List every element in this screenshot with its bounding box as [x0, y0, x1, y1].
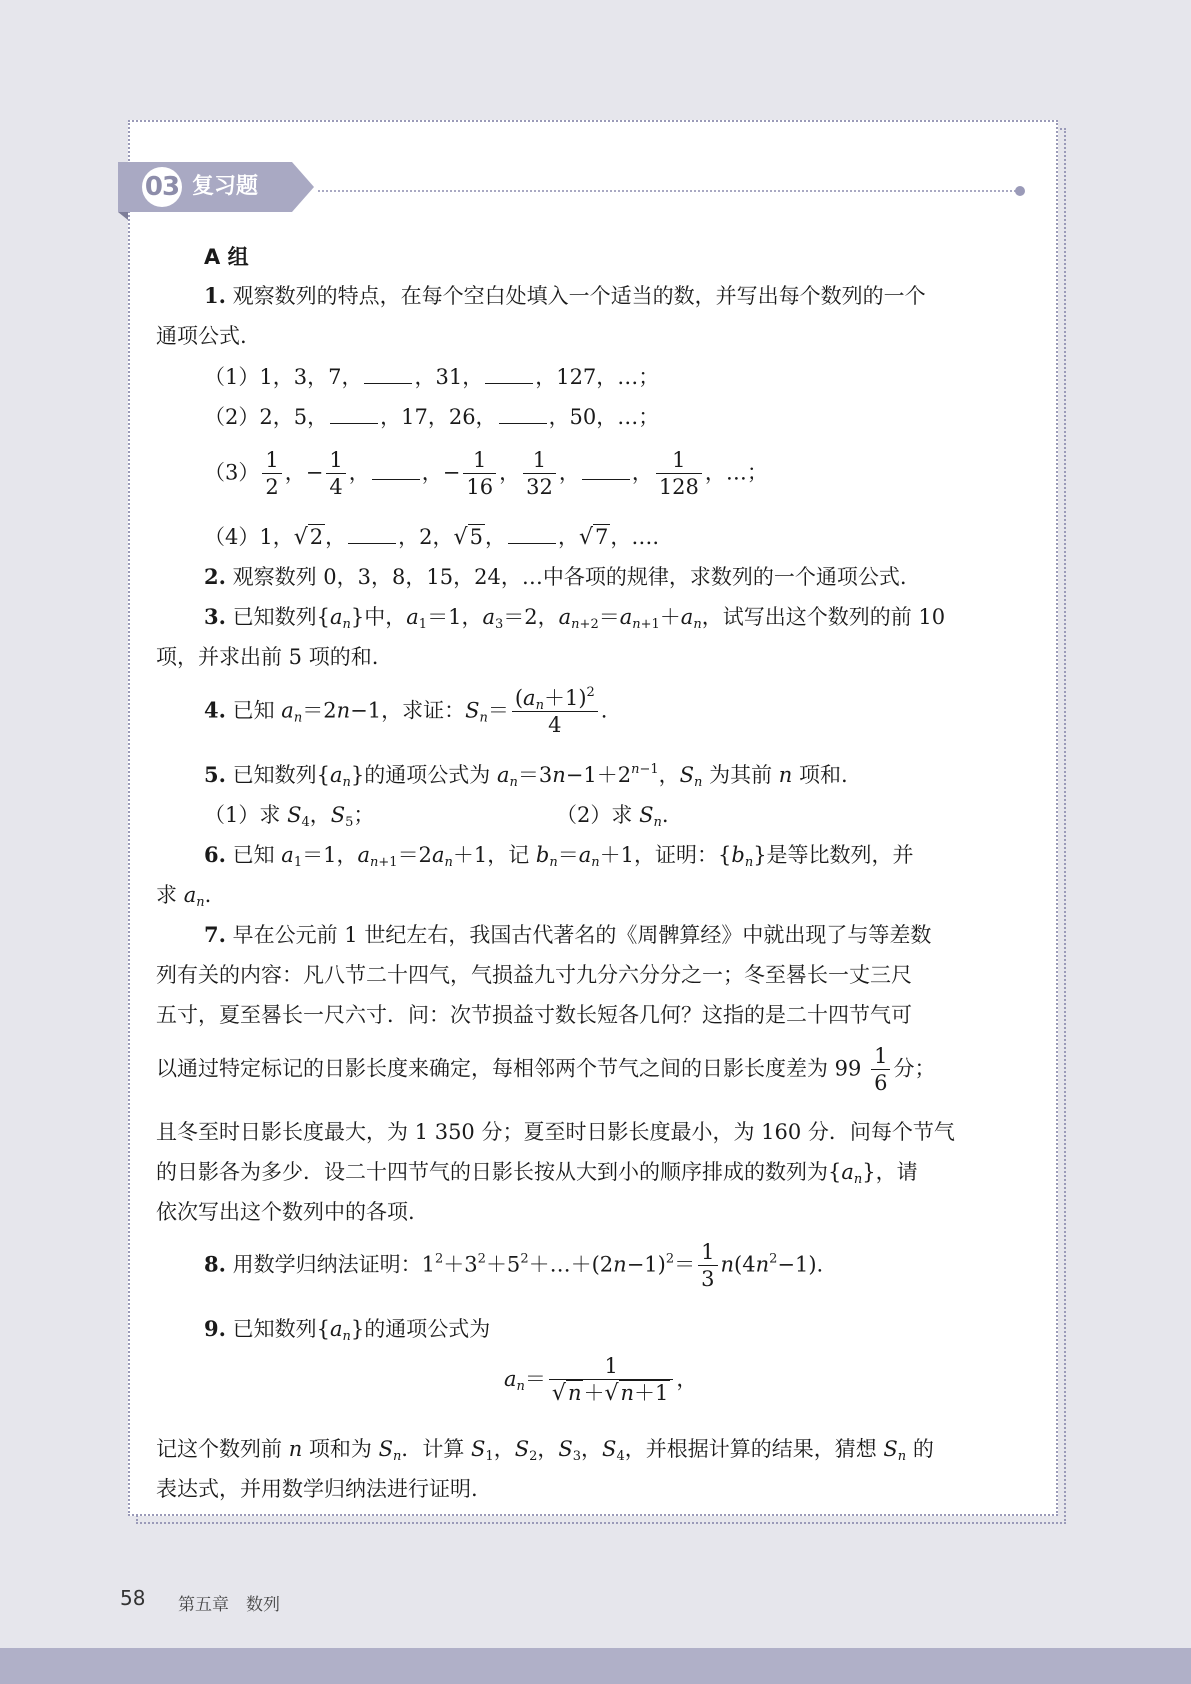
section-tab-fold	[118, 212, 128, 220]
sqrt: √7	[578, 525, 609, 550]
blank	[582, 459, 630, 480]
q7-line5: 且冬至时日影长度最大，为 1 350 分；夏至时日影长度最小，为 160 分．问每个节气	[156, 1120, 955, 1144]
q1-seq1	[204, 360, 659, 394]
q1-seq2	[204, 400, 659, 434]
q7-text6a: 的日影各为多少．设二十四节气的日影长按从大到小的顺序排成的数列为	[156, 1160, 828, 1184]
seq2-label: （2）	[204, 405, 260, 429]
blank	[485, 363, 533, 384]
q9-formula: $a_n=$ $\frac{1}{√n+√n+1}$ ，	[504, 1354, 698, 1406]
blank	[348, 523, 396, 544]
fraction: $\frac{1}{3}$	[698, 1242, 717, 1290]
q3-line1: 3. 已知数列$\{a_n\}$中，$a_1=1$，$a_3=2$，$a_{n+2}=a_{n+1}+a_n$，试写出这个数列的前 10	[204, 604, 946, 632]
fraction: $\frac{1}{4}$	[326, 450, 345, 498]
header-dotted-rule	[318, 190, 1020, 192]
section-number: 03	[142, 167, 182, 207]
fraction: $\frac{1}{√n+√n+1}$	[549, 1356, 674, 1405]
blank	[499, 403, 547, 424]
page-number: 58	[120, 1586, 146, 1610]
q1-number: 1.	[204, 283, 226, 308]
q2-number: 2.	[204, 564, 226, 589]
fraction: $\frac{1}{16}$	[463, 450, 496, 498]
q7-text1: 早在公元前 1 世纪左右，我国古代著名的《周髀算经》中就出现了与等差数	[232, 923, 932, 947]
q9-line3: 记这个数列前 n 项和为 $S_n$．计算 $S_1$，$S_2$，$S_3$，$S_4$，并根据计算的结果，猜想 $S_n$ 的	[156, 1437, 934, 1464]
seq2-part-c: ，50，…；	[548, 405, 660, 429]
q2-line	[204, 560, 907, 594]
seq2-part-a: 2，5，	[259, 405, 329, 429]
q7-line7: 依次写出这个数列中的各项.	[156, 1200, 415, 1224]
header-rule-end-dot	[1015, 186, 1025, 196]
q4-line: 4. 已知 $a_n=2n-1$，求证：$S_n=$ $\frac{(a_n+1)^2}{4}$ .	[204, 685, 608, 737]
q3-line2: 项，并求出前 5 项的和.	[156, 645, 379, 669]
q1-text2: 通项公式.	[156, 324, 247, 348]
q5-part2-label: （2）求	[556, 803, 633, 827]
blank	[508, 523, 556, 544]
q1-seq4: （4）1，√2， ，2，√5， ，√7，….	[204, 520, 659, 555]
q5-part1-label: （1）求	[204, 803, 281, 827]
q6-line2: 求 $a_n$.	[156, 883, 212, 910]
q5-line: 5. 已知数列$\{a_n\}$的通项公式为 $a_n=3n-1+2^{n-1}$，$S_n$ 为其前 n 项和.	[204, 762, 848, 790]
fraction: $\frac{1}{2}$	[262, 450, 281, 498]
bottom-band	[0, 1648, 1191, 1684]
q9-text-a: 已知数列	[232, 1317, 317, 1341]
fraction: $\frac{(a_n+1)^2}{4}$	[512, 688, 598, 736]
blank	[330, 403, 378, 424]
q9-line4: 表达式，并用数学归纳法进行证明.	[156, 1477, 478, 1501]
q7-text6b: ，请	[875, 1160, 918, 1184]
q5-number: 5.	[204, 762, 226, 787]
q3-number: 3.	[204, 604, 226, 629]
blank	[372, 459, 420, 480]
q8-line: 8. 用数学归纳法证明：$1^2+3^2+5^2+\dots+(2n-1)^2=$ $\frac{1}{3}$ $n(4n^2-1)$.	[204, 1240, 824, 1291]
q5-part2: （2）求 $S_n$.	[556, 803, 669, 830]
q1-seq3: （3） $\frac{1}{2}$ ，− $\frac{1}{4}$ ， ，− $\frac{1}{16}$ ， $\frac{1}{32}$ ， ， $\frac{1}{128}$ ，…；	[204, 448, 768, 499]
q9-number: 9.	[204, 1316, 226, 1341]
q7-line3: 五寸，夏至晷长一尺六寸．问：次节损益寸数长短各几何？这指的是二十四节气可	[156, 1003, 912, 1027]
chapter-title: 第五章 数列	[178, 1595, 280, 1615]
q8-text: 用数学归纳法证明：	[232, 1252, 422, 1277]
seq4-label: （4）	[204, 525, 260, 549]
section-header	[118, 162, 318, 218]
group-label: A 组	[204, 245, 249, 269]
seq1-label: （1）	[204, 365, 260, 389]
seq1-part-c: ，127，…；	[535, 365, 660, 389]
seq3-label: （3）	[204, 460, 260, 485]
section-title: 复习题	[192, 174, 259, 199]
q9-text-b: 的通项公式为	[364, 1317, 491, 1341]
sqrt: √2	[293, 525, 324, 550]
q7-text4: 以通过特定标记的日影长度来确定，每相邻两个节气之间的日影长度差为 99	[156, 1056, 862, 1081]
seq1-part-a: 1，3，7，	[259, 365, 363, 389]
fraction: $\frac{1}{128}$	[656, 450, 702, 498]
q7-line6: 的日影各为多少．设二十四节气的日影长按从大到小的顺序排成的数列为$\{a_n\}$，请	[156, 1160, 918, 1187]
seq2-part-b: ，17，26，	[380, 405, 497, 429]
q4-number: 4.	[204, 697, 226, 723]
fraction: $\frac{1}{32}$	[523, 450, 556, 498]
seq1-part-b: ，31，	[414, 365, 484, 389]
q1-line1	[204, 279, 926, 313]
q9-line1: 9. 已知数列$\{a_n\}$的通项公式为	[204, 1316, 491, 1344]
q7-line2: 列有关的内容：凡八节二十四气，气损益九寸九分六分分之一；冬至晷长一丈三尺	[156, 963, 912, 987]
q7-line4: 以通过特定标记的日影长度来确定，每相邻两个节气之间的日影长度差为 99 $\frac{1}{6}$ 分；	[156, 1044, 936, 1095]
q5-part1: （1）求 $S_4$，$S_5$；	[204, 803, 375, 830]
q7-line1	[204, 918, 931, 952]
q1-text1: 观察数列的特点，在每个空白处填入一个适当的数，并写出每个数列的一个	[232, 284, 926, 308]
q9-text-3-tail: 的	[912, 1437, 934, 1461]
sqrt: √5	[453, 525, 483, 550]
q9-text-3: ，并根据计算的结果，猜想	[624, 1437, 877, 1461]
q8-number: 8.	[204, 1251, 226, 1277]
q7-number: 7.	[204, 922, 226, 947]
q6-number: 6.	[204, 842, 226, 867]
q2-text: 观察数列 0，3，8，15，24，…中各项的规律，求数列的一个通项公式.	[232, 565, 907, 589]
fraction: $\frac{1}{6}$	[871, 1046, 890, 1094]
q6-line1: 6. 已知 $a_1=1$，$a_{n+1}=2a_n+1$，记 $b_n=a_n+1$，证明：$\{b_n\}$是等比数列，并	[204, 842, 914, 870]
blank	[364, 363, 412, 384]
